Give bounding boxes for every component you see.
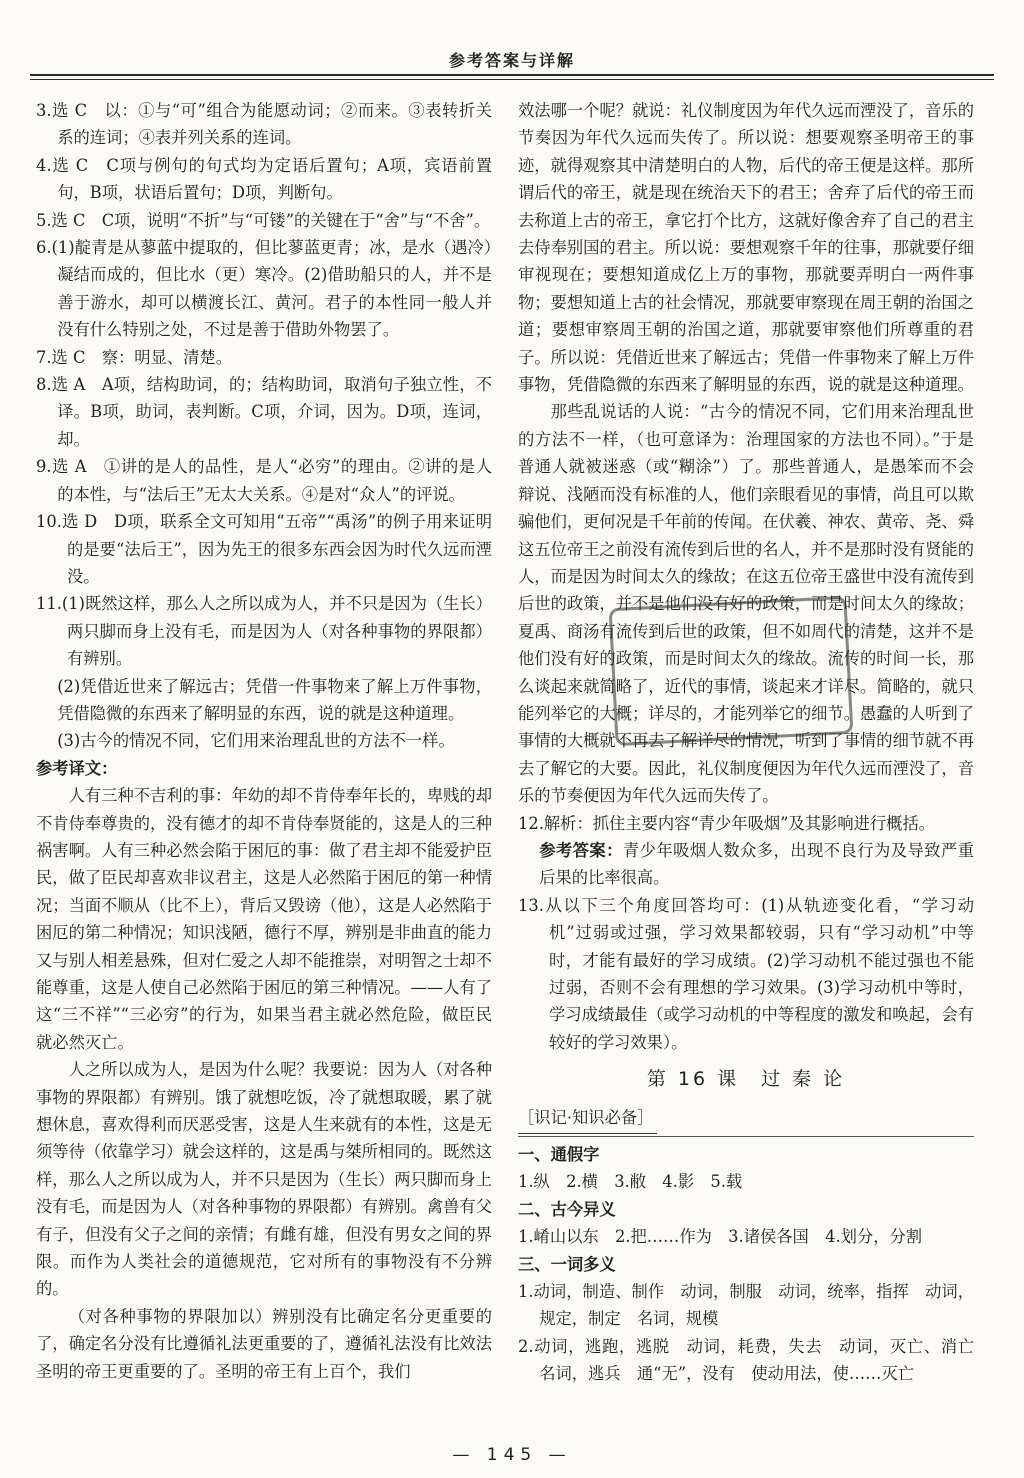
translation-paragraph-4: 那些乱说话的人说：“古今的情况不同，它们用来治理乱世的方法不一样，（也可意译为：治理国家的方法也不同）。”于是普通人就被迷惑（或“糊涂”）了。那些普通人，是愚笨而不会辩说、浅陋而没有标准的人，他们亲眼看见的事情，尚且可以欺骗他们，更何况是千年前的传闻。在伏羲、神农、黄帝、尧、舜这五位帝王之前没有流传到后世的名人，并不是那时没有贤能的人，而是因为时间太久的缘故；在这五位帝王盛世中没有流传到后世的政策，并不是他们没有好的政策，而是时间太久的缘故；夏禹、商汤有流传到后世的政策，但不如周代的清楚，这并不是他们没有好的政策，而是时间太久的缘故。流传的时间一长，那么谈起来就简略了，近代的事情，谈起来才详尽。简略的，就只能列举它的大概；详尽的，才能列举它的细节。愚蠢的人听到了事情的大概就不再去了解详尽的情况，听到了事情的细节就不再去了解它的大要。因此，礼仪制度便因为年代久远而湮没了，音乐的节奏便因为年代久远而失传了。: [518, 402, 974, 806]
answer-3: 3.选 C 以：①与“可”组合为能愿动词；②而来。③表转折关系的连词；④表并列关系的连词。: [36, 101, 492, 148]
answer-12: 12.解析：抓住主要内容“青少年吸烟”及其影响进行概括。: [518, 813, 936, 833]
subheading-3: 三、一词多义: [518, 1254, 616, 1274]
lesson-title: 第 16 课 过 秦 论: [646, 1068, 846, 1091]
ink-stamp: [609, 596, 854, 746]
reference-translation-label: 参考译文：: [36, 758, 118, 778]
answer-8: 8.选 A A项，结构助词，的；结构助词，取消句子独立性，不译。B项，助词，表判断。C项，介词，因为。D项，连词，却。: [36, 375, 492, 449]
answer-5: 5.选 C C项，说明“不折”与“可镂”的关键在于“舍”与“不舍”。: [36, 210, 491, 230]
subheading-2: 二、古今异义: [518, 1199, 616, 1219]
translation-paragraph-2: 人之所以成为人，是因为什么呢？我要说：因为人（对各种事物的界限都）有辨别。饿了就想吃饭，冷了就想取暖，累了就想休息，喜欢得利而厌恶受害，这是人生来就有的本性，这是无须等待（依靠学习）就会这样的，这是禹与桀所相同的。既然这样，那么人之所以成为人，并不只是因为（生长）两只脚而身上没有毛，而是因为人（对各种事物的界限都）有辨别。禽兽有父有子，但没有父子之间的亲情；有雌有雄，但没有男女之间的界限。而作为人类社会的道德规范，它对所有的事物没有不分辨的。: [36, 1060, 492, 1299]
list-2: 1.崤山以东 2.把……作为 3.诸侯各国 4.划分，分割: [518, 1227, 923, 1247]
header-rule-thin: [30, 79, 994, 80]
answer-7: 7.选 C 察：明显、清楚。: [36, 347, 232, 367]
reference-answer-label: 参考答案：: [539, 840, 623, 860]
left-column: [36, 97, 492, 1385]
header-title: 参考答案与详解: [435, 48, 589, 71]
reference-answer-text: 青少年吸烟人数众多，出现不良行为及导致严重后果的比率很高。: [539, 840, 974, 888]
answer-10: 10.选 D D项，联系全文可知用“五帝”“禹汤”的例子用来证明的是要“法后王”，因为先王的很多东西会因为时代久远而湮没。: [36, 512, 492, 586]
list-1: 1.纵 2.横 3.敝 4.影 5.载: [518, 1172, 743, 1192]
section-header: [518, 1104, 974, 1137]
subheading-1: 一、通假字: [518, 1145, 600, 1165]
answer-11-2: (2)凭借近世来了解远古；凭借一件事物来了解上万件事物，凭借隐微的东西来了解明显的东西，说的就是这种道理。: [57, 676, 492, 723]
header-rule: [30, 74, 994, 76]
list-3b: 2.动词，逃跑，逃脱 动词，耗费，失去 动词，灭亡、消亡 名词，逃兵 通“无”，没有 使动用法，使……灭亡: [518, 1336, 991, 1384]
answer-13: 13.从以下三个角度回答均可：(1)从轨迹变化看，“学习动机”过弱或过强，学习效果都较弱，只有“学习动机”中等时，才能有最好的学习成绩。(2)学习动机不能过强也不能过弱，否则不会有理想的学习效果。(3)学习动机中等时，学习成绩最佳（或学习动机的中等程度的激发和唤起，会有较好的学习效果）。: [518, 895, 974, 1052]
page-number: — 145 —: [452, 1445, 572, 1465]
section-title: ［识记·知识必备］: [518, 1104, 657, 1134]
translation-continued: 效法哪一个呢？就说：礼仪制度因为年代久远而湮没了，音乐的节奏因为年代久远而失传了。所以说：想要观察圣明帝王的事迹，就得观察其中清楚明白的人物，后代的帝王便是这样。那所谓后代的帝王，就是现在统治天下的君王；舍弃了后代的帝王而去称道上古的帝王，拿它打个比方，这就好像舍弃了自己的君主去侍奉别国的君主。所以说：要想观察千年的往事，那就要仔细审视现在；要想知道成亿上万的事物，那就要弄明白一两件事物；要想知道上古的社会情况，那就要审察现在周王朝的治国之道；要想审察周王朝的治国之道，那就要审察他们所尊重的君子。所以说：凭借近世来了解远古；凭借一件事物来了解上万件事物，凭借隐微的东西来了解明显的东西，说的就是这种道理。: [518, 101, 974, 395]
answer-11-1: 11.(1)既然这样，那么人之所以成为人，并不只是因为（生长）两只脚而身上没有毛，而是因为人（对各种事物的界限都）有辨别。: [36, 594, 492, 669]
answer-9: 9.选 A ①讲的是人的品性，是人“必穷”的理由。②讲的是人的本性，与“法后王”无太大关系。④是对“众人”的评说。: [36, 457, 492, 504]
answer-11-3: (3)古今的情况不同，它们用来治理乱世的方法不一样。: [57, 731, 455, 751]
translation-paragraph-3: （对各种事物的界限加以）辨别没有比确定名分更重要的了，确定名分没有比遵循礼法更重要的了，遵循礼法没有比效法圣明的帝王更重要的了。圣明的帝王有上百个，我们: [36, 1306, 492, 1381]
page-header: [30, 40, 994, 90]
answer-12-reference: [518, 837, 974, 892]
answer-6: 6.(1)靛青是从蓼蓝中提取的，但比蓼蓝更青；冰，是水（遇冷）凝结而成的，但比水（更）寒冷。(2)借助船只的人，并不是善于游水，却可以横渡长江、黄河。君子的本性同一般人并没有什么特别之处，不过是善于借助外物罢了。: [36, 238, 492, 340]
answer-4: 4.选 C C项与例句的句式均为定语后置句；A项，宾语前置句，B项，状语后置句；D项，判断句。: [36, 155, 492, 203]
list-3a: 1.动词，制造、制作 动词，制服 动词，统率，指挥 动词，规定，制定 名词，规模: [518, 1282, 974, 1329]
translation-paragraph-1: 人有三种不吉利的事：年幼的却不肯侍奉年长的，卑贱的却不肯侍奉尊贵的，没有德才的却不肯侍奉贤能的，这是人的三种祸害啊。人有三种必然会陷于困厄的事：做了君主却不能爱护臣民，做了臣民却喜欢非议君主，这是人必然陷于困厄的第一种情况；当面不顺从（比不上），背后又毁谤（他），这是人必然陷于困厄的第二种情况；知识浅陋，德行不厚，辨别是非曲直的能力又与别人相差悬殊，但对仁爱之人却不能推崇，对明智之士却不能尊重，这是人使自己必然陷于困厄的第三种情况。——人有了这“三不祥”“三必穷”的行为，如果当君主就必然危险，做臣民就必然灭亡。: [36, 786, 492, 1052]
right-column: [518, 97, 991, 1388]
